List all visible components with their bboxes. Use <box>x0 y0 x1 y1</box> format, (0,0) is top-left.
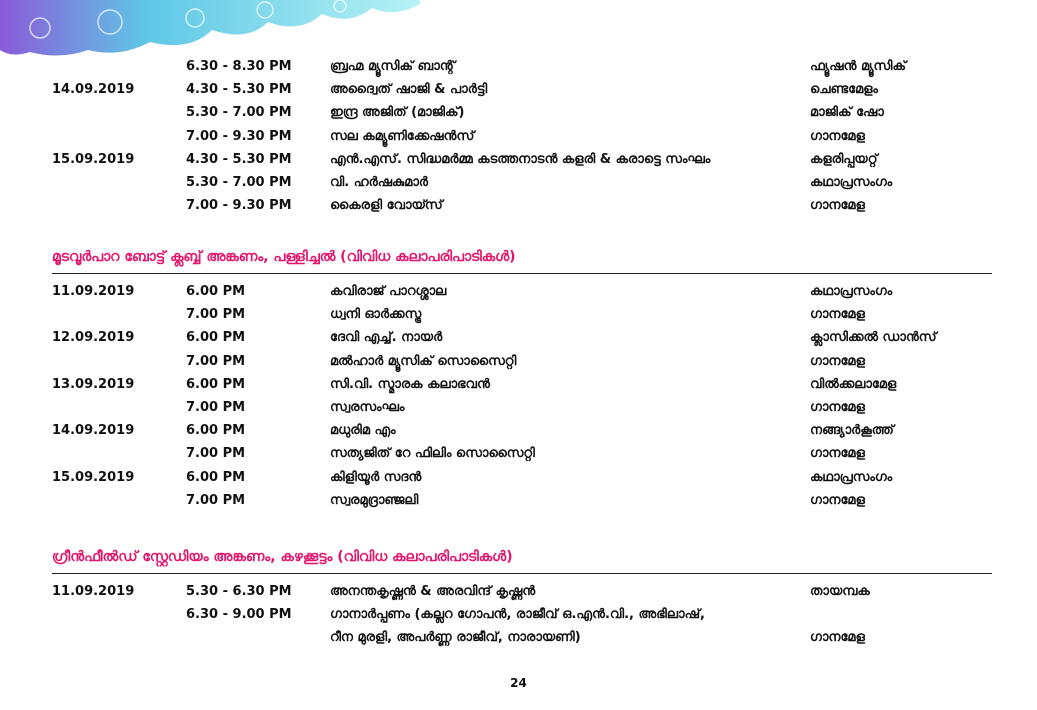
page-number: 24 <box>510 676 527 690</box>
event-date: 14.09.2019 <box>52 82 135 98</box>
event-time: 6.00 PM <box>186 423 246 439</box>
schedule-row <box>0 102 1037 124</box>
performer-name: ഇന്ദ്ര അജിത് (മാജിക്) <box>330 105 465 121</box>
event-time: 7.00 - 9.30 PM <box>186 198 292 214</box>
event-time: 6.00 PM <box>186 469 246 485</box>
event-time: 7.00 PM <box>186 492 246 508</box>
performer-name: റീന മുരളി, അപർണ്ണ രാജീവ്, നാരായണി) <box>330 630 581 646</box>
program-type: ഫ്യൂഷൻ മ്യൂസിക് <box>810 59 907 74</box>
event-time: 4.30 - 5.30 PM <box>186 82 292 98</box>
program-type: ഗാനമേള <box>810 128 865 144</box>
performer-name: സത്യജിത് റേ ഫിലിം സൊസൈറ്റി <box>330 446 535 462</box>
schedule-row <box>0 195 1037 217</box>
program-type: ഗാനമേള <box>810 630 865 646</box>
performer-name: സി.വി. സ്മാരക കലാഭവൻ <box>330 376 490 392</box>
event-date: 15.09.2019 <box>52 469 135 485</box>
program-type: നങ്ങ്യാർകൂത്ത് <box>810 423 894 439</box>
schedule-row <box>0 351 1037 373</box>
performer-name: കൈരളി വോയ്സ് <box>330 198 443 214</box>
program-type: ഗാനമേള <box>810 198 865 214</box>
event-time: 4.30 - 5.30 PM <box>186 151 292 167</box>
performer-name: അനന്തകൃഷ്ണൻ & അരവിന്ദ് കൃഷ്ണൻ <box>330 584 536 599</box>
performer-name: സ്വരസംഘം <box>330 400 405 415</box>
schedule-row <box>0 149 1037 171</box>
program-type: ഗാനമേള <box>810 400 865 415</box>
performer-name: സ്വരമുദ്രാഞ്ജലി <box>330 492 419 508</box>
event-time: 7.00 PM <box>186 400 246 415</box>
event-time: 5.30 - 6.30 PM <box>186 584 292 599</box>
schedule-row <box>0 420 1037 442</box>
section-heading: ഗ്രീൻഫീൽഡ് സ്റ്റേഡിയം അങ്കണം, കഴക്കൂട്ടം (വിവിധ കലാപരിപാടികൾ) <box>52 549 513 565</box>
program-type: കളരിപ്പയറ്റ് <box>810 151 878 167</box>
performer-name: വി. ഹർഷകുമാർ <box>330 175 429 190</box>
decorative-cloud-border <box>0 0 420 60</box>
event-date: 13.09.2019 <box>52 376 135 392</box>
performer-name: മൽഹാർ മ്യൂസിക് സൊസൈറ്റി <box>330 353 517 369</box>
performer-name: മധുരിമ എം <box>330 423 396 439</box>
schedule-row <box>0 374 1037 396</box>
program-type: കഥാപ്രസംഗം <box>810 284 893 299</box>
schedule-row <box>0 490 1037 512</box>
program-type: ഗാനമേള <box>810 492 865 508</box>
event-time: 6.30 - 9.00 PM <box>186 607 292 623</box>
schedule-row <box>0 604 1037 626</box>
event-time: 7.00 PM <box>186 353 246 369</box>
schedule-row <box>0 304 1037 326</box>
program-type: കഥാപ്രസംഗം <box>810 469 893 485</box>
event-date: 14.09.2019 <box>52 423 135 439</box>
program-type: കഥാപ്രസംഗം <box>810 175 893 190</box>
event-time: 6.00 PM <box>186 376 246 392</box>
event-date: 15.09.2019 <box>52 151 135 167</box>
schedule-row <box>0 79 1037 101</box>
performer-name: ബ്രഹ്മ മ്യൂസിക് ബാന്റ് <box>330 59 456 74</box>
event-date: 11.09.2019 <box>52 584 135 599</box>
program-type: വിൽക്കലാമേള <box>810 376 897 392</box>
performer-name: ധ്വനി ഓർക്കസ്ട്ര <box>330 307 422 323</box>
section-divider <box>52 573 992 574</box>
program-type: ഗാനമേള <box>810 307 865 323</box>
event-time: 5.30 - 7.00 PM <box>186 175 292 190</box>
performer-name: ഗാനാർപ്പണം (കല്ലറ ഗോപൻ, രാജീവ് ഒ.എൻ.വി., അഭിലാഷ്, <box>330 607 705 623</box>
event-time: 6.30 - 8.30 PM <box>186 59 292 74</box>
event-time: 6.00 PM <box>186 330 246 346</box>
performer-name: കവിരാജ് പാറശ്ശാല <box>330 284 447 299</box>
performer-name: ദേവി എച്ച്. നായർ <box>330 330 443 346</box>
schedule-row <box>0 397 1037 419</box>
schedule-row <box>0 627 1037 649</box>
event-time: 5.30 - 7.00 PM <box>186 105 292 121</box>
schedule-row <box>0 172 1037 194</box>
schedule-row <box>0 327 1037 349</box>
performer-name: സല കമ്യൂണിക്കേഷൻസ് <box>330 128 475 144</box>
program-type: ചെണ്ടമേളം <box>810 82 878 98</box>
schedule-row <box>0 281 1037 303</box>
schedule-row <box>0 443 1037 465</box>
schedule-row <box>0 467 1037 489</box>
section-divider <box>52 273 992 274</box>
performer-name: കിളിയൂർ സദൻ <box>330 469 422 485</box>
event-date: 12.09.2019 <box>52 330 135 346</box>
program-type: ഗാനമേള <box>810 446 865 462</box>
program-type: ഗാനമേള <box>810 353 865 369</box>
performer-name: അദ്വൈത് ഷാജി & പാർട്ടി <box>330 82 488 98</box>
program-type: തായമ്പക <box>810 584 870 599</box>
event-time: 6.00 PM <box>186 284 246 299</box>
event-date: 11.09.2019 <box>52 284 135 299</box>
event-time: 7.00 - 9.30 PM <box>186 128 292 144</box>
section-heading: മൂടവൂർപാറ ബോട്ട് ക്ലബ്ബ് അങ്കണം, പള്ളിച്ചൽ (വിവിധ കലാപരിപാടികൾ) <box>52 249 516 265</box>
schedule-row <box>0 56 1037 78</box>
schedule-row <box>0 126 1037 148</box>
performer-name: എൻ.എസ്. സിദ്ധമർമ്മ കടത്തനാടൻ കളരി & കരാട്ടെ സംഘം <box>330 151 711 167</box>
event-time: 7.00 PM <box>186 307 246 323</box>
event-time: 7.00 PM <box>186 446 246 462</box>
program-type: ക്ലാസിക്കൽ ഡാൻസ് <box>810 330 937 346</box>
program-type: മാജിക് ഷോ <box>810 105 884 121</box>
schedule-row <box>0 581 1037 603</box>
